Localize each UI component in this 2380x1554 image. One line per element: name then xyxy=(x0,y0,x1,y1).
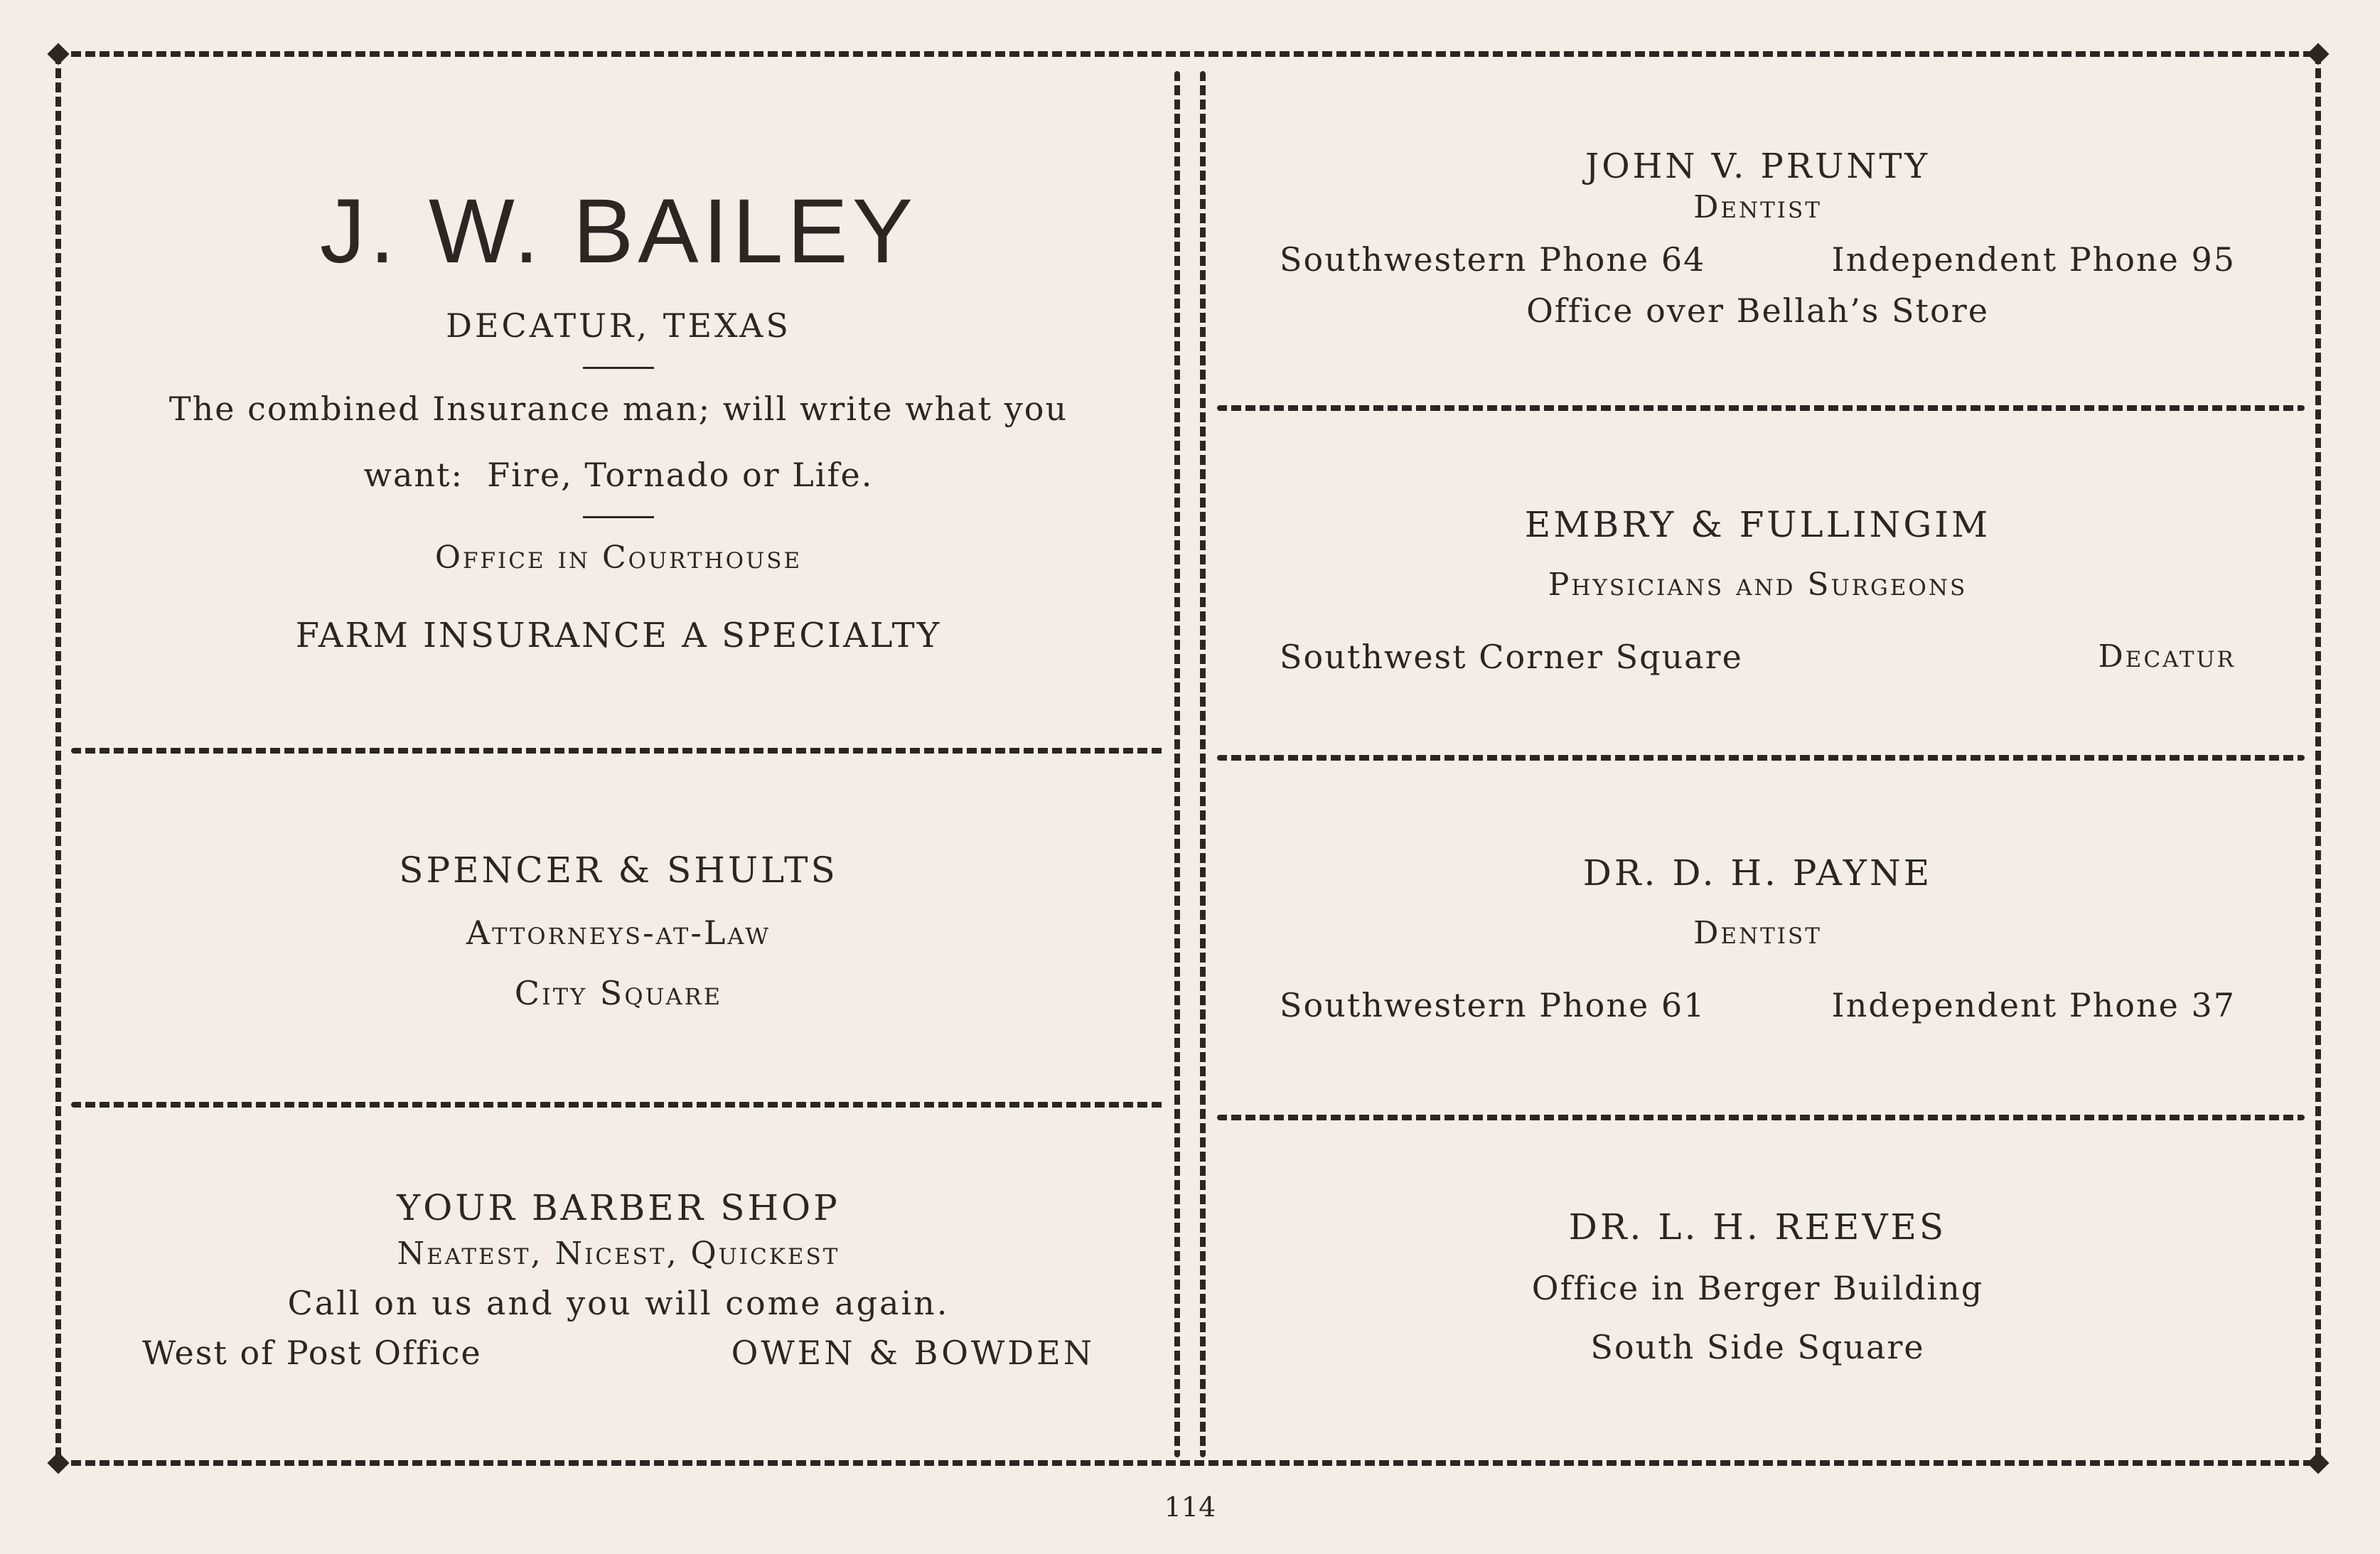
ad-embry-fullingim xyxy=(1280,469,2236,711)
border-right xyxy=(2315,54,2321,1466)
bailey-name: J. W. BAILEY xyxy=(319,181,918,283)
embry-city: Decatur xyxy=(2098,638,2236,675)
barber-footer-row xyxy=(142,1333,1095,1374)
divider-right-1 xyxy=(1217,405,2305,411)
bailey-city: DECATUR, TEXAS xyxy=(446,306,791,345)
spencer-address: City Square xyxy=(514,974,723,1013)
prunty-phone-southwestern: Southwestern Phone 64 xyxy=(1280,240,1706,279)
corner-ornament-tr xyxy=(2307,43,2329,65)
corner-ornament-br xyxy=(2307,1452,2329,1474)
ad-barber-shop xyxy=(142,1166,1095,1393)
barber-name: YOUR BARBER SHOP xyxy=(397,1186,840,1228)
bailey-office: Office in Courthouse xyxy=(434,539,803,576)
bailey-rule-1 xyxy=(583,367,654,369)
corner-ornament-bl xyxy=(47,1452,69,1474)
bailey-specialty: FARM INSURANCE A SPECIALTY xyxy=(295,615,942,655)
embry-name: EMBRY & FULLINGIM xyxy=(1524,503,1991,545)
border-top xyxy=(57,51,2321,57)
ad-bailey xyxy=(78,114,1159,718)
bailey-rule-2 xyxy=(583,516,654,518)
barber-invite: Call on us and you will come again. xyxy=(287,1284,950,1323)
reeves-name: DR. L. H. REEVES xyxy=(1568,1206,1947,1248)
payne-phone-southwestern: Southwestern Phone 61 xyxy=(1280,986,1706,1024)
embry-address-row xyxy=(1280,637,2236,678)
reeves-office: Office in Berger Building xyxy=(1531,1268,1984,1307)
divider-left-2 xyxy=(71,1102,1166,1108)
ad-reeves xyxy=(1280,1180,2236,1393)
prunty-office: Office over Bellah’s Store xyxy=(1526,291,1989,330)
divider-right-2 xyxy=(1217,755,2305,761)
bailey-desc-line2: want: Fire, Tornado or Life. xyxy=(363,456,874,495)
bailey-desc-line1: The combined Insurance man; will write what you xyxy=(168,389,1068,428)
prunty-phone-row xyxy=(1280,240,2236,281)
reeves-address: South Side Square xyxy=(1590,1328,1925,1367)
border-left xyxy=(55,54,61,1466)
payne-name: DR. D. H. PAYNE xyxy=(1582,852,1933,894)
barber-location: West of Post Office xyxy=(142,1333,482,1372)
ad-payne xyxy=(1280,818,2236,1059)
payne-role: Dentist xyxy=(1693,915,1822,951)
column-divider-right xyxy=(1200,71,1206,1457)
border-bottom xyxy=(57,1460,2321,1466)
page-number: 114 xyxy=(1164,1491,1216,1523)
column-divider-left xyxy=(1174,71,1180,1457)
embry-address: Southwest Corner Square xyxy=(1280,638,1743,676)
prunty-role: Dentist xyxy=(1693,189,1822,225)
payne-phone-independent: Independent Phone 37 xyxy=(1831,986,2236,1024)
prunty-phone-independent: Independent Phone 95 xyxy=(1831,240,2236,279)
divider-left-1 xyxy=(71,748,1166,754)
payne-phone-row xyxy=(1280,985,2236,1027)
spencer-role: Attorneys-at-Law xyxy=(466,913,771,952)
ad-spencer-shults xyxy=(78,775,1159,1088)
spencer-name: SPENCER & SHULTS xyxy=(399,850,838,891)
barber-tagline: Neatest, Nicest, Quickest xyxy=(397,1236,840,1272)
divider-right-3 xyxy=(1217,1115,2305,1120)
corner-ornament-tl xyxy=(47,43,69,65)
embry-role: Physicians and Surgeons xyxy=(1548,567,1968,603)
prunty-name: JOHN V. PRUNTY xyxy=(1585,146,1931,186)
barber-owners: OWEN & BOWDEN xyxy=(731,1333,1095,1372)
ad-prunty xyxy=(1280,121,2236,355)
